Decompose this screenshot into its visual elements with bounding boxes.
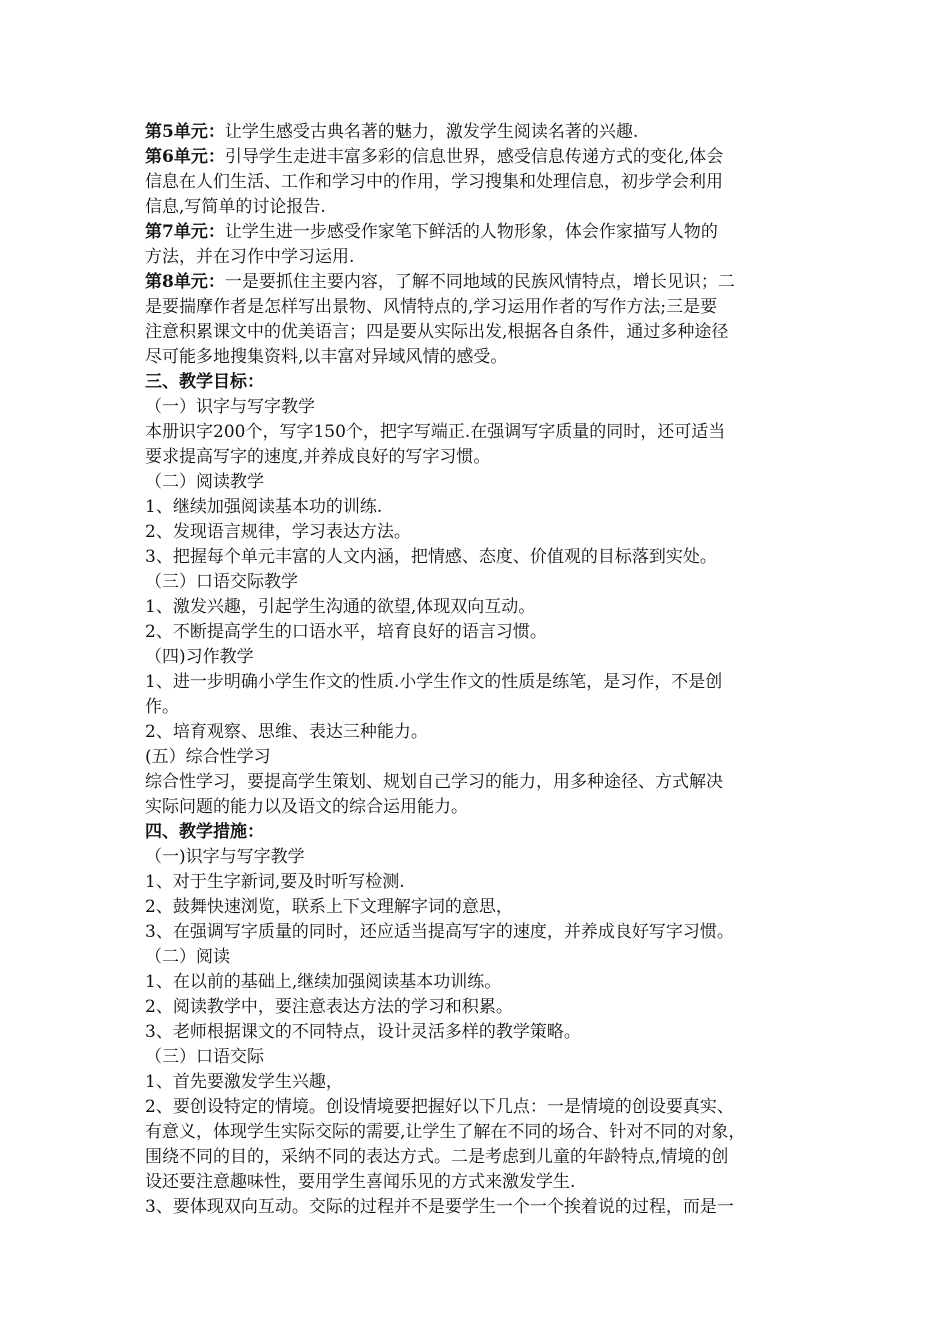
body-line: 1、进一步明确小学生作文的性质.小学生作文的性质是练笔，是习作，不是创: [145, 672, 723, 692]
unit-6: [145, 145, 825, 220]
body-line: 要求提高写字的速度,并养成良好的写字习惯。: [145, 447, 491, 467]
unit-text: 引导学生走进丰富多彩的信息世界，感受信息传递方式的变化,体会: [224, 147, 724, 167]
body-line: 1、首先要激发学生兴趣，: [145, 1072, 343, 1092]
subsection-title: （三）口语交际: [145, 1047, 264, 1067]
unit-8: [145, 270, 825, 370]
unit-text: 尽可能多地搜集资料,以丰富对异域风情的感受。: [145, 347, 508, 367]
body-line: 2、不断提高学生的口语水平，培育良好的语言习惯。: [145, 622, 547, 642]
body-line: 3、老师根据课文的不同特点，设计灵活多样的教学策略。: [145, 1022, 581, 1042]
body-line: 3、在强调写字质量的同时，还应适当提高写字的速度，并养成良好写字习惯。: [145, 922, 734, 942]
unit-text: 信息在人们生活、工作和学习中的作用，学习搜集和处理信息，初步学会利用: [145, 172, 723, 192]
unit-label: 第8单元：: [145, 272, 225, 292]
body-line: 1、激发兴趣，引起学生沟通的欲望,体现双向互动。: [145, 597, 536, 617]
subsection-title: (五）综合性学习: [145, 747, 271, 767]
body-line: 本册识字200个，写字150个，把字写端正.在强调写字质量的同时，还可适当: [145, 422, 726, 442]
body-line: 作。: [145, 697, 179, 717]
unit-label: 第7单元：: [145, 222, 225, 242]
body-line: 2、培育观察、思维、表达三种能力。: [145, 722, 428, 742]
unit-text: 让学生进一步感受作家笔下鲜活的人物形象，体会作家描写人物的: [224, 222, 718, 242]
body-line: 1、对于生字新词,要及时听写检测.: [145, 872, 405, 892]
unit-text: 方法，并在习作中学习运用.: [145, 247, 355, 267]
subsection-title: （四)习作教学: [145, 647, 254, 667]
body-line: 设还要注意趣味性，要用学生喜闻乐见的方式来激发学生.: [145, 1172, 576, 1192]
body-line: 2、鼓舞快速浏览，联系上下文理解字词的意思，: [145, 897, 513, 917]
subsection-title: （二）阅读教学: [145, 472, 264, 492]
body-line: 2、发现语言规律，学习表达方法。: [145, 522, 411, 542]
unit-label: 第6单元：: [145, 147, 225, 167]
document-page: [145, 120, 825, 1220]
unit-5: [145, 120, 825, 145]
body-line: 1、在以前的基础上,继续加强阅读基本功训练。: [145, 972, 502, 992]
unit-text: 注意积累课文中的优美语言；四是要从实际出发,根据各自条件，通过多种途径: [145, 322, 729, 342]
body-line: 3、要体现双向互动。交际的过程并不是要学生一个一个挨着说的过程，而是一: [145, 1197, 734, 1217]
body-line: 有意义，体现学生实际交际的需要,让学生了解在不同的场合、针对不同的对象，: [145, 1122, 746, 1142]
section-heading: 四、教学措施：: [145, 822, 264, 842]
unit-7: [145, 220, 825, 270]
subsection-title: （三）口语交际教学: [145, 572, 298, 592]
body-line: 实际问题的能力以及语文的综合运用能力。: [145, 797, 468, 817]
subsection-title: （一)识字与写字教学: [145, 847, 305, 867]
body-line: 1、继续加强阅读基本功的训练.: [145, 497, 383, 517]
body-line: 围绕不同的目的，采纳不同的表达方式。二是考虑到儿童的年龄特点,情境的创: [145, 1147, 729, 1167]
body-line: 综合性学习，要提高学生策划、规划自己学习的能力，用多种途径、方式解决: [145, 772, 723, 792]
unit-text: 一是要抓住主要内容，了解不同地域的民族风情特点，增长见识；二: [224, 272, 735, 292]
subsection-title: （一）识字与写字教学: [145, 397, 315, 417]
body-line: 2、要创设特定的情境。创设情境要把握好以下几点：一是情境的创设要真实、: [145, 1097, 734, 1117]
unit-label: 第5单元：: [145, 122, 225, 142]
unit-text: 让学生感受古典名著的魅力，激发学生阅读名著的兴趣.: [224, 122, 639, 142]
section-heading: 三、教学目标：: [145, 372, 264, 392]
unit-text: 是要揣摩作者是怎样写出景物、风情特点的,学习运用作者的写作方法;三是要: [145, 297, 718, 317]
body-line: 2、阅读教学中，要注意表达方法的学习和积累。: [145, 997, 513, 1017]
body-line: 3、把握每个单元丰富的人文内涵，把情感、态度、价值观的目标落到实处。: [145, 547, 717, 567]
unit-text: 信息,写简单的讨论报告.: [145, 197, 326, 217]
subsection-title: （二）阅读: [145, 947, 230, 967]
